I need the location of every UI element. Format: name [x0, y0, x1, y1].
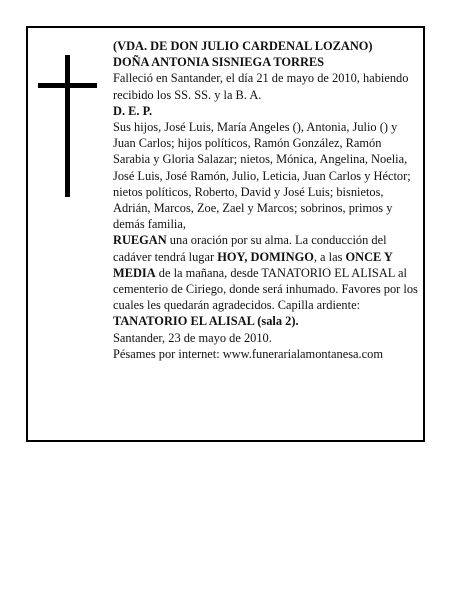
obituary-text: [113, 38, 418, 362]
chapel-label: TANATORIO EL ALISAL (sala 2).: [113, 314, 299, 329]
time-label: ONCE Y MEDIA: [113, 249, 393, 280]
cross-icon: [65, 55, 70, 197]
family-list: Sus hijos, José Luis, María Angeles (), Antonia, Julio () y Juan Carlos; hijos políticos, Ramón González, Ramón Sarabia y Gloria Salazar; nietos, Mónica, Angelina, Noelia, José Luis, José Ramón, Julio, Leticia, Juan Carlos y Héctor; nietos políticos, Roberto, David y José Luis; bisnietos, Adrián, Marcos, Zoe, Zael y Marcos; sobrinos, primos y demás familia,: [113, 120, 411, 232]
prayer-request: [113, 232, 418, 329]
widow-of-line: (VDA. DE DON JULIO CARDENAL LOZANO): [113, 39, 373, 53]
prayer-text-2: , a las: [313, 249, 346, 264]
ruegan-label: RUEGAN: [113, 233, 167, 248]
death-info: Falleció en Santander, el día 21 de mayo de 2010, habiendo recibido los SS. SS. y la B. A.: [113, 71, 409, 102]
condolences-line: Pésames por internet: www.funerarialamontanesa.com: [113, 346, 383, 361]
cross-icon-bar: [38, 83, 97, 88]
dep-line: D. E. P.: [113, 103, 153, 118]
prayer-text-1: una oración por su alma. La conducción del cadáver tendrá lugar: [113, 233, 387, 264]
place-date: Santander, 23 de mayo de 2010.: [113, 330, 272, 345]
day-label: HOY, DOMINGO: [217, 249, 314, 264]
prayer-text-3: de la mañana, desde TANATORIO EL ALISAL al cementerio de Ciriego, donde será inhumado. Favores por los cuales les quedarán agradecidos. Capilla ardiente:: [113, 265, 418, 313]
deceased-name: DOÑA ANTONIA SISNIEGA TORRES: [113, 55, 325, 70]
